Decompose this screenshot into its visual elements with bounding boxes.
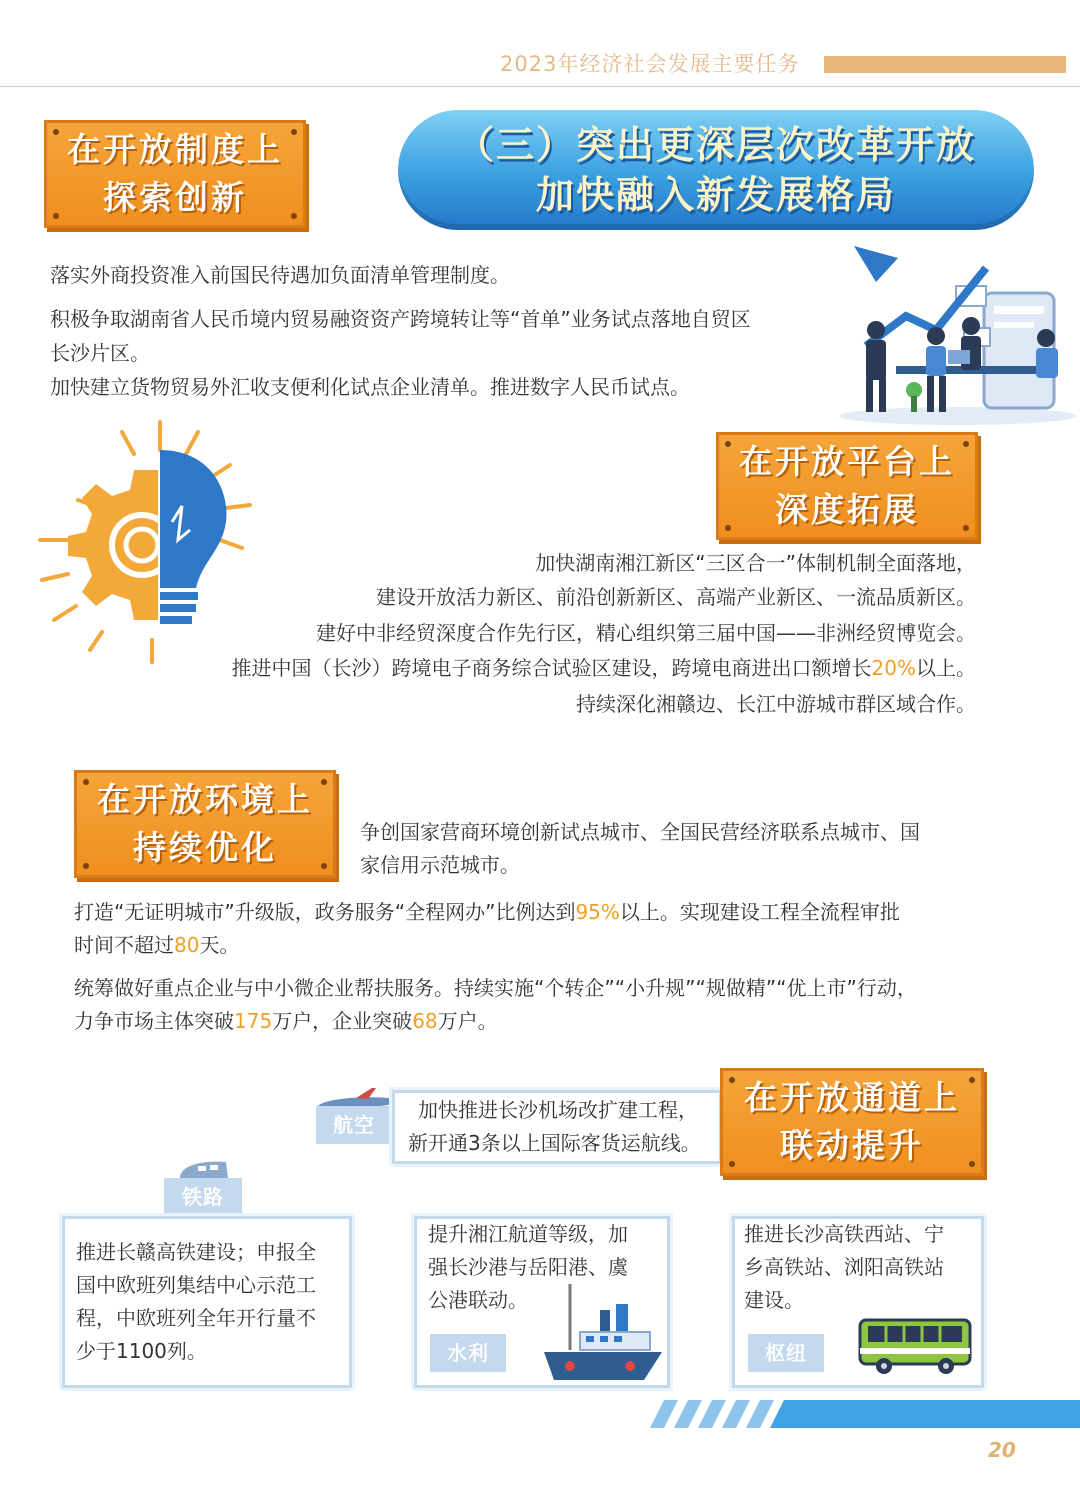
section1-item: 长沙片区。	[50, 341, 150, 365]
section-label-line2: 联动提升	[780, 1126, 924, 1165]
section-label-open-channel	[720, 1068, 984, 1176]
highlight-value: 95%	[575, 900, 620, 924]
headline-line1: （三）突出更深层次改革开放	[455, 123, 976, 167]
header-accent-bar	[824, 56, 1066, 73]
railway-line: 推进长赣高铁建设；申报全	[76, 1240, 316, 1264]
section-label-open-system	[44, 120, 306, 228]
tag-water: 水利	[430, 1334, 506, 1372]
section-label-line2: 持续优化	[133, 828, 277, 867]
section3-line: 统筹做好重点企业与中小微企业帮扶服务。持续实施“个转企”“小升规”“规做精”“优上市”行动，	[74, 976, 917, 1000]
hub-line: 建设。	[744, 1288, 804, 1312]
aviation-line: 加快推进长沙机场改扩建工程，	[418, 1098, 698, 1122]
section2-line: 建设开放活力新区、前沿创新新区、高端产业新区、一流品质新区。	[376, 585, 976, 609]
section2-line: 持续深化湘赣边、长江中游城市群区域合作。	[576, 692, 976, 716]
page-number: 20	[988, 1438, 1016, 1462]
bus-icon	[856, 1316, 974, 1376]
aviation-line: 新开通3条以上国际客货运航线。	[408, 1131, 701, 1155]
section-label-line2: 探索创新	[103, 178, 247, 217]
headline-banner	[398, 110, 1034, 230]
railway-line: 少于1100列。	[76, 1339, 207, 1363]
section1-item: 落实外商投资准入前国民待遇加负面清单管理制度。	[50, 263, 510, 287]
water-line: 公港联动。	[428, 1288, 528, 1312]
section-label-line2: 深度拓展	[775, 490, 919, 529]
section2-line: 加快湖南湘江新区“三区合一”体制机制全面落地，	[535, 551, 976, 575]
section1-item: 积极争取湖南省人民币境内贸易融资资产跨境转让等“首单”业务试点落地自贸区	[50, 307, 751, 331]
highlight-value: 80	[174, 933, 200, 957]
highlight-value: 68	[412, 1009, 438, 1033]
ship-icon	[540, 1280, 666, 1384]
section-label-line1: 在开放环境上	[97, 780, 313, 819]
section3-line: 打造“无证明城市”升级版，政务服务“全程网办”比例达到95%以上。实现建设工程全流程审批	[74, 900, 900, 924]
section2-line: 建好中非经贸深度合作先行区，精心组织第三届中国——非洲经贸博览会。	[316, 621, 976, 645]
highlight-value: 175	[234, 1009, 273, 1033]
header-divider	[0, 86, 1080, 87]
section-label-line1: 在开放制度上	[67, 130, 283, 169]
section3-line: 时间不超过80天。	[74, 933, 240, 957]
section3-line: 力争市场主体突破175万户，企业突破68万户。	[74, 1009, 498, 1033]
railway-line: 国中欧班列集结中心示范工	[76, 1273, 316, 1297]
section-label-line1: 在开放通道上	[744, 1078, 960, 1117]
tag-railway: 铁路	[164, 1178, 242, 1216]
section3-line: 家信用示范城市。	[360, 853, 520, 877]
footer-stripes	[650, 1400, 1080, 1428]
tag-aviation: 航空	[316, 1106, 392, 1144]
section-label-open-platform	[716, 432, 978, 540]
hub-line: 推进长沙高铁西站、宁	[744, 1222, 944, 1246]
water-line: 提升湘江航道等级，加	[428, 1222, 628, 1246]
section1-item: 加快建立货物贸易外汇收支便利化试点企业清单。推进数字人民币试点。	[50, 375, 690, 399]
section3-line: 争创国家营商环境创新试点城市、全国民营经济联系点城市、国	[360, 820, 920, 844]
header-title: 2023年经济社会发展主要任务	[500, 52, 800, 76]
railway-line: 程，中欧班列全年开行量不	[76, 1306, 316, 1330]
water-line: 强长沙港与岳阳港、虞	[428, 1255, 628, 1279]
section-label-open-environment	[74, 770, 336, 878]
section-label-line1: 在开放平台上	[739, 442, 955, 481]
headline-line2: 加快融入新发展格局	[535, 173, 896, 217]
gear-bulb-icon	[30, 410, 260, 670]
tag-hub: 枢纽	[748, 1334, 824, 1372]
hub-line: 乡高铁站、浏阳高铁站	[744, 1255, 944, 1279]
team-growth-illustration	[836, 238, 1080, 428]
section2-line-ecommerce: 推进中国（长沙）跨境电子商务综合试验区建设，跨境电商进出口额增长20%以上。	[231, 656, 976, 680]
highlight-value: 20%	[871, 656, 916, 680]
